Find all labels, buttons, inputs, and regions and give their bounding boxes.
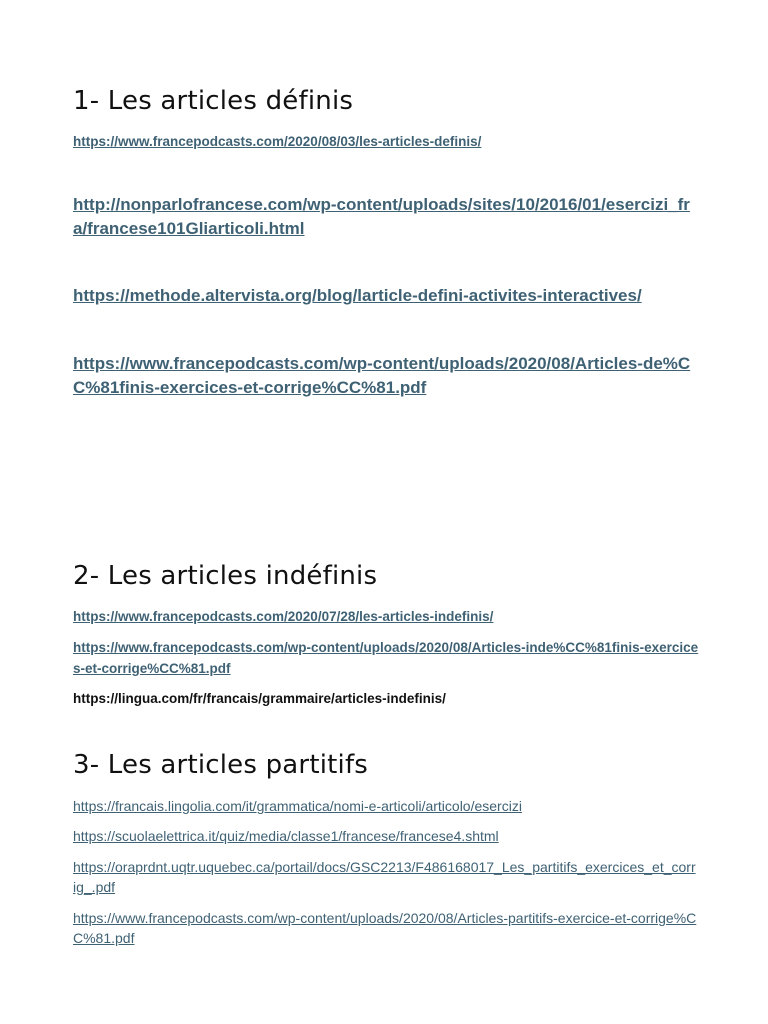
link-lingolia-articolo-esercizi[interactable]: https://francais.lingolia.com/it/grammatica/nomi-e-articoli/articolo/esercizi [73, 798, 522, 814]
section-heading-articles-indefinis: 2- Les articles indéfinis [73, 561, 378, 591]
text-lingua-articles-indefinis: https://lingua.com/fr/francais/grammaire/articles-indefinis/ [73, 691, 446, 706]
link-francepodcasts-partitifs-pdf[interactable]: https://www.francepodcasts.com/wp-content/uploads/2020/08/Articles-partitifs-exercice-et-corrige%CC%81.pdf [73, 910, 697, 946]
link-uqtr-partitifs-pdf[interactable]: https://oraprdnt.uqtr.uquebec.ca/portail/docs/GSC2213/F486168017_Les_partitifs_exercices_et_corrig_.pdf [73, 859, 696, 895]
link-francepodcasts-articles-indefinis[interactable]: https://www.francepodcasts.com/2020/07/28/les-articles-indefinis/ [73, 609, 494, 624]
link-methode-altervista-article-defini[interactable]: https://methode.altervista.org/blog/larticle-defini-activites-interactives/ [73, 286, 642, 305]
link-francepodcasts-articles-definis[interactable]: https://www.francepodcasts.com/2020/08/03/les-articles-definis/ [73, 134, 482, 149]
link-scuolaelettrica-francese4[interactable]: https://scuolaelettrica.it/quiz/media/classe1/francese/francese4.shtml [73, 828, 499, 844]
link-nonparlofrancese-articoli[interactable]: http://nonparlofrancese.com/wp-content/uploads/sites/10/2016/01/esercizi_fra/francese101Gliarticoli.html [73, 195, 690, 238]
link-francepodcasts-definis-pdf[interactable]: https://www.francepodcasts.com/wp-content/uploads/2020/08/Articles-de%CC%81finis-exercices-et-corrige%CC%81.pdf [73, 354, 691, 397]
section-heading-articles-partitifs: 3- Les articles partitifs [73, 750, 369, 780]
link-francepodcasts-indefinis-pdf[interactable]: https://www.francepodcasts.com/wp-content/uploads/2020/08/Articles-inde%CC%81finis-exercices-et-corrige%CC%81.pdf [73, 640, 699, 676]
section-heading-articles-definis: 1- Les articles définis [73, 86, 354, 116]
